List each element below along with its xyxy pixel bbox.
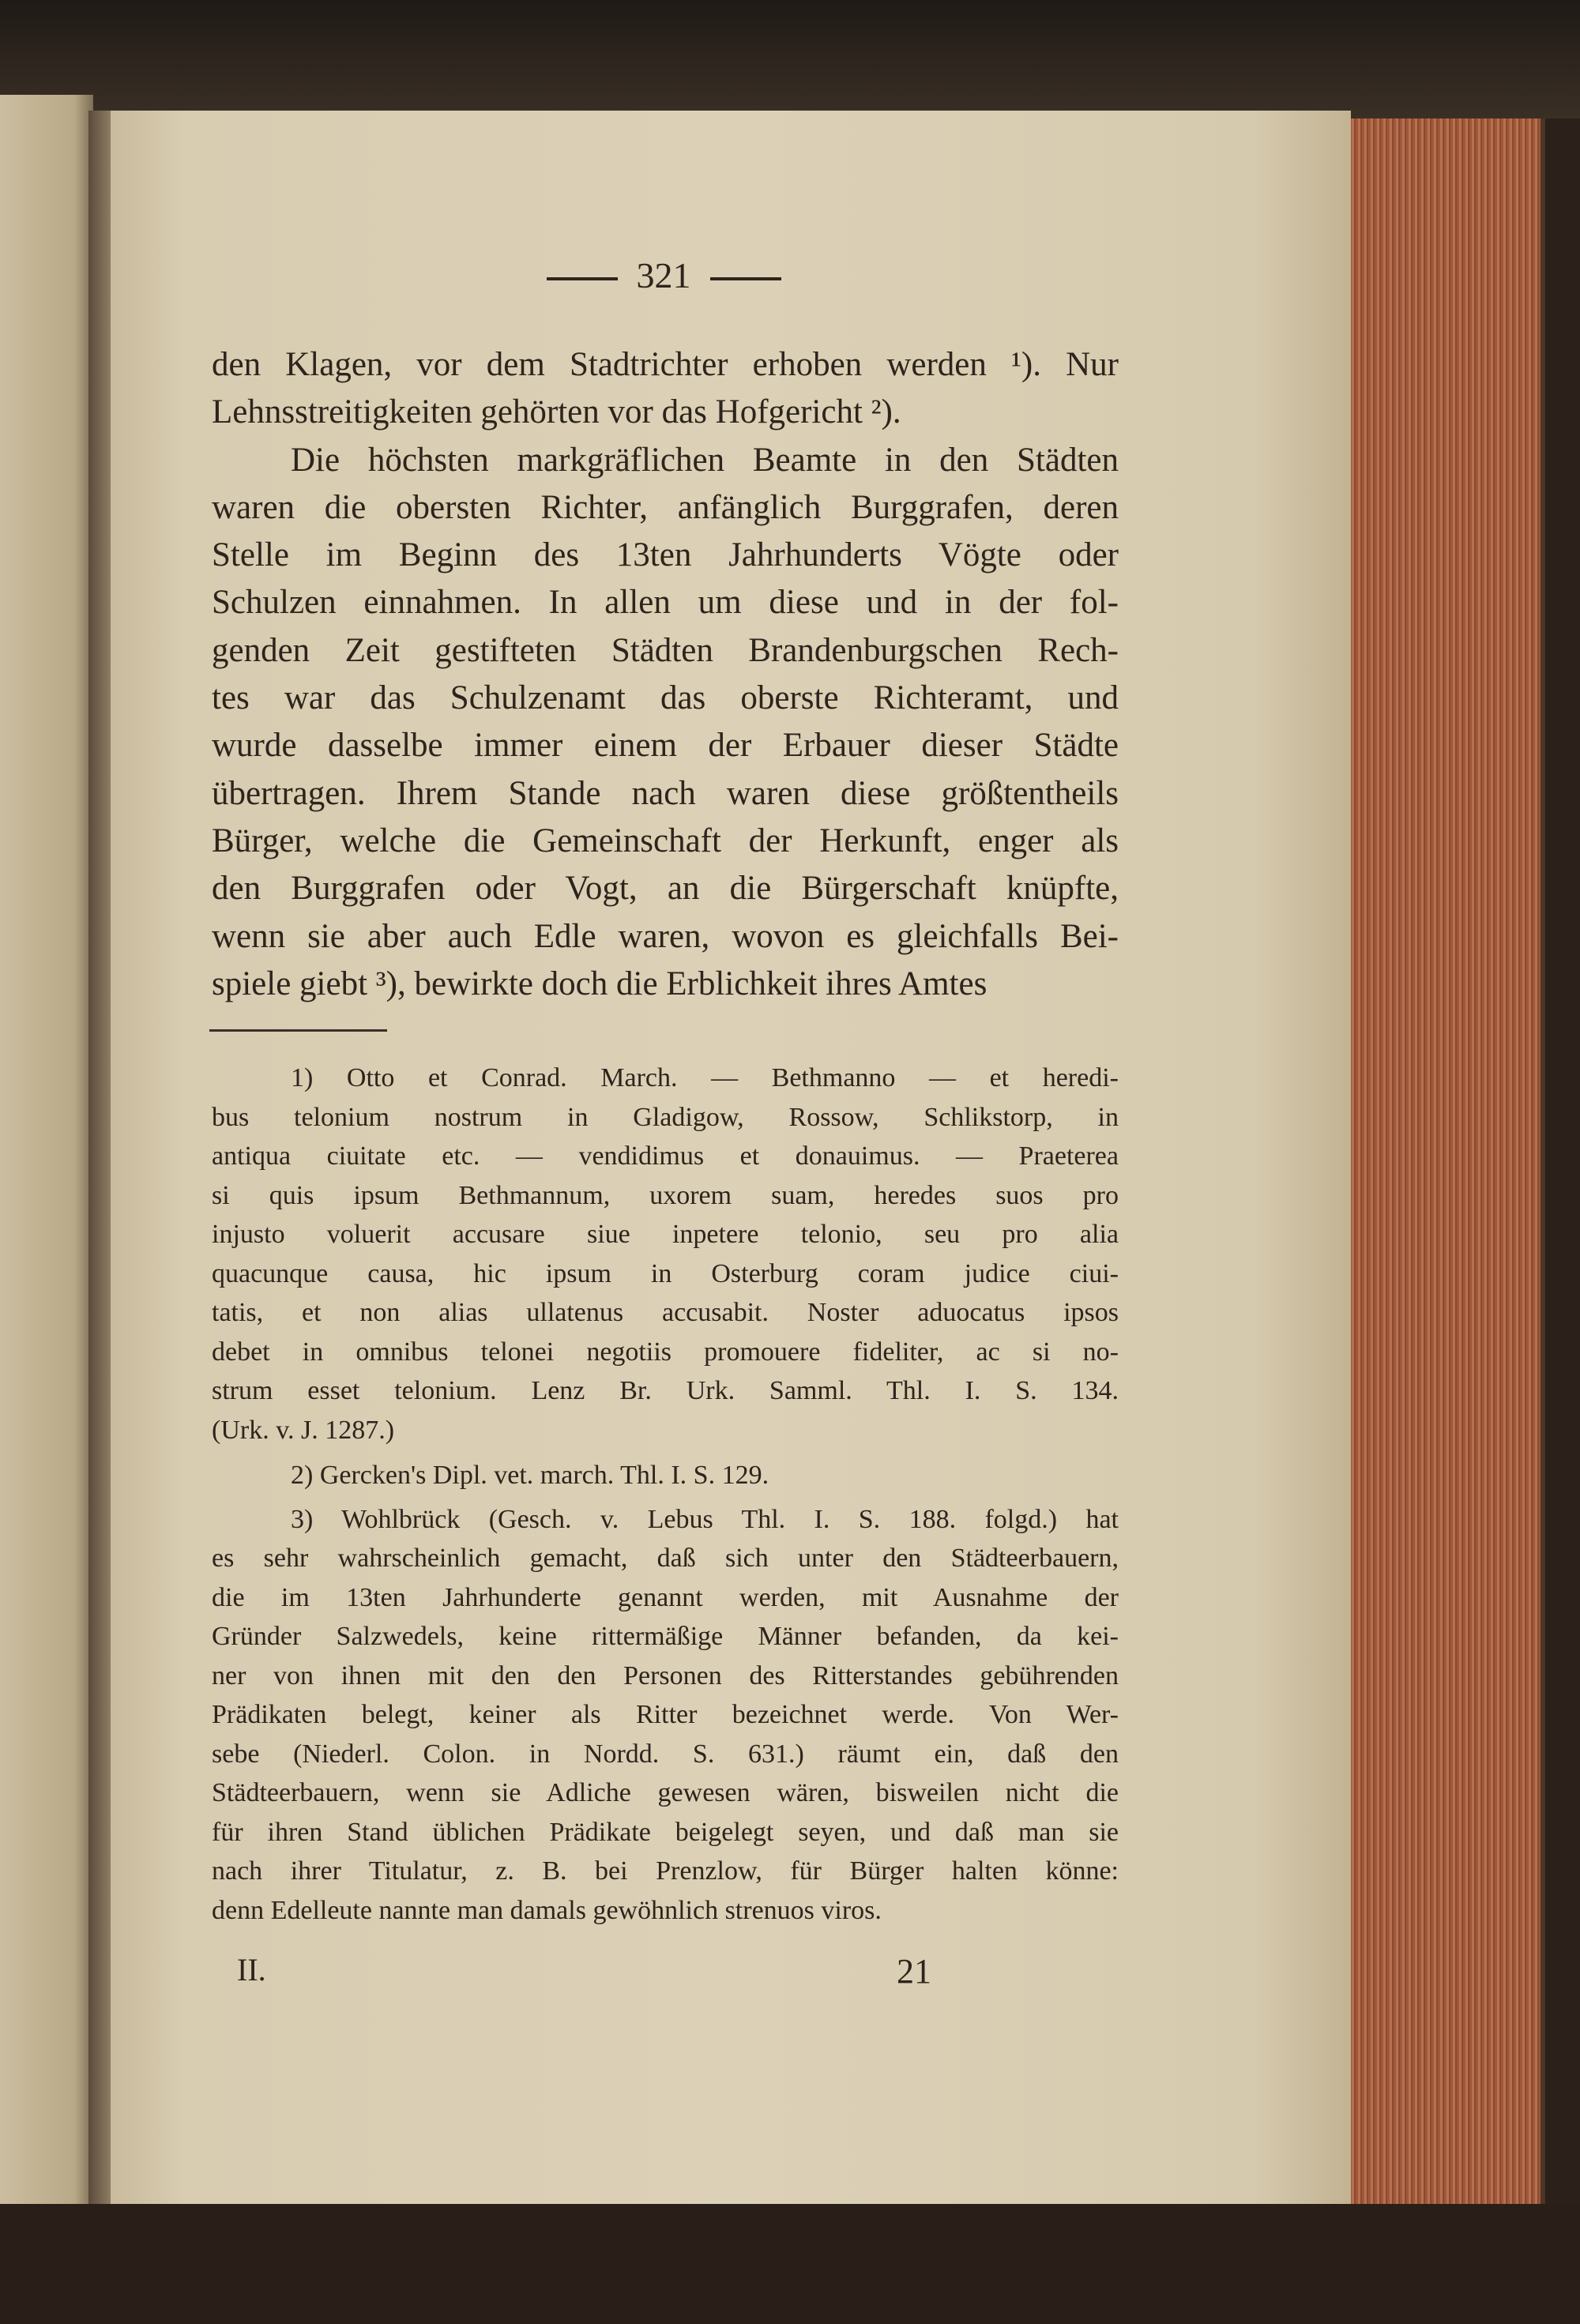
page-block-edges xyxy=(1343,118,1545,2236)
text-line: den Burggrafen oder Vogt, an die Bürgerschaft knüpfte, xyxy=(212,870,1119,908)
footnote-line: nach ihrer Titulatur, z. B. bei Prenzlow, für Bürger halten könne: xyxy=(212,1856,1119,1886)
text-line: wenn sie aber auch Edle waren, wovon es gleichfalls Bei- xyxy=(212,917,1119,955)
footnote-2 xyxy=(212,1456,1119,1495)
footnote-line: ner von ihnen mit den den Personen des Ritterstandes gebührenden xyxy=(212,1660,1119,1690)
footnote-line: strum esset telonium. Lenz Br. Urk. Samml. Thl. I. S. 134. xyxy=(212,1376,1119,1405)
footnote-line: 2) Gercken's Dipl. vet. march. Thl. I. S. 129. xyxy=(291,1461,769,1490)
signature-mark: 21 xyxy=(897,1952,931,1991)
footnote-line: debet in omnibus telonei negotiis promouere fideliter, ac si no- xyxy=(212,1337,1119,1367)
footnote-line: sebe (Niederl. Colon. in Nordd. S. 631.) räumt ein, daß den xyxy=(212,1739,1119,1769)
footnote-line: 3) Wohlbrück (Gesch. v. Lebus Thl. I. S. 188. folgd.) hat xyxy=(291,1504,1119,1534)
footnote-line: injusto voluerit accusare siue inpetere telonio, seu pro alia xyxy=(212,1220,1119,1249)
footnote-line: die im 13ten Jahrhunderte genannt werden, mit Ausnahme der xyxy=(212,1582,1119,1612)
text-line: tes war das Schulzenamt das oberste Richteramt, und xyxy=(212,679,1119,717)
footnote-line: tatis, et non alias ullatenus accusabit. Noster aduocatus ipsos xyxy=(212,1298,1119,1327)
footnote-line: (Urk. v. J. 1287.) xyxy=(212,1415,395,1445)
footnotes xyxy=(212,1059,1119,1930)
page-header xyxy=(506,254,822,296)
text-line: Schulzen einnahmen. In allen um diese und in der fol- xyxy=(212,584,1119,622)
footnote-1 xyxy=(212,1059,1119,1450)
footnote-line: es sehr wahrscheinlich gemacht, daß sich unter den Städteerbauern, xyxy=(212,1544,1119,1573)
text-line: spiele giebt ³), bewirkte doch die Erblichkeit ihres Amtes xyxy=(212,965,988,1002)
text-line: waren die obersten Richter, anfänglich Burggrafen, deren xyxy=(212,488,1119,526)
text-line: genden Zeit gestifteten Städten Brandenburgschen Rech- xyxy=(212,631,1119,669)
footnote-line: bus telonium nostrum in Gladigow, Rossow, Schlikstorp, in xyxy=(212,1102,1119,1132)
footnote-line: quacunque causa, hic ipsum in Osterburg coram judice ciui- xyxy=(212,1258,1119,1288)
volume-mark: II. xyxy=(237,1952,266,1987)
header-dash-left xyxy=(547,277,618,280)
header-dash-right xyxy=(710,277,781,280)
footnote-line: si quis ipsum Bethmannum, uxorem suam, heredes suos pro xyxy=(212,1180,1119,1210)
footnote-line: denn Edelleute nannte man damals gewöhnlich strenuos viros. xyxy=(212,1895,882,1925)
text-line: Die höchsten markgräflichen Beamte in den Städten xyxy=(291,441,1119,479)
page-number: 321 xyxy=(636,255,691,295)
text-line: wurde dasselbe immer einem der Erbauer dieser Städte xyxy=(212,727,1119,765)
main-text xyxy=(212,341,1119,1008)
footnote-line: antiqua ciuitate etc. — vendidimus et donauimus. — Praeterea xyxy=(212,1141,1119,1171)
text-line: den Klagen, vor dem Stadtrichter erhoben werden ¹). Nur xyxy=(212,346,1119,383)
footnote-3 xyxy=(212,1500,1119,1931)
text-line: Lehnsstreitigkeiten gehörten vor das Hofgericht ²). xyxy=(212,393,901,431)
footnote-line: Städteerbauern, wenn sie Adliche gewesen wären, bisweilen nicht die xyxy=(212,1778,1119,1807)
book-bottom-background xyxy=(0,2204,1580,2324)
footnote-line: Prädikaten belegt, keiner als Ritter bezeichnet werde. Von Wer- xyxy=(212,1700,1119,1729)
book-top-background xyxy=(0,0,1580,118)
text-line: Stelle im Beginn des 13ten Jahrhunderts Vögte oder xyxy=(212,536,1119,574)
footnote-line: Gründer Salzwedels, keine rittermäßige Männer befanden, da kei- xyxy=(212,1622,1119,1651)
text-line: übertragen. Ihrem Stande nach waren diese größtentheils xyxy=(212,774,1119,812)
text-line: Bürger, welche die Gemeinschaft der Herkunft, enger als xyxy=(212,822,1119,859)
facing-page-edge xyxy=(0,95,93,2275)
footnote-line: für ihren Stand üblichen Prädikate beigelegt seyen, und daß man sie xyxy=(212,1817,1119,1847)
footnote-rule xyxy=(209,1029,387,1032)
footnote-line: 1) Otto et Conrad. March. — Bethmanno — et heredi- xyxy=(291,1063,1119,1092)
